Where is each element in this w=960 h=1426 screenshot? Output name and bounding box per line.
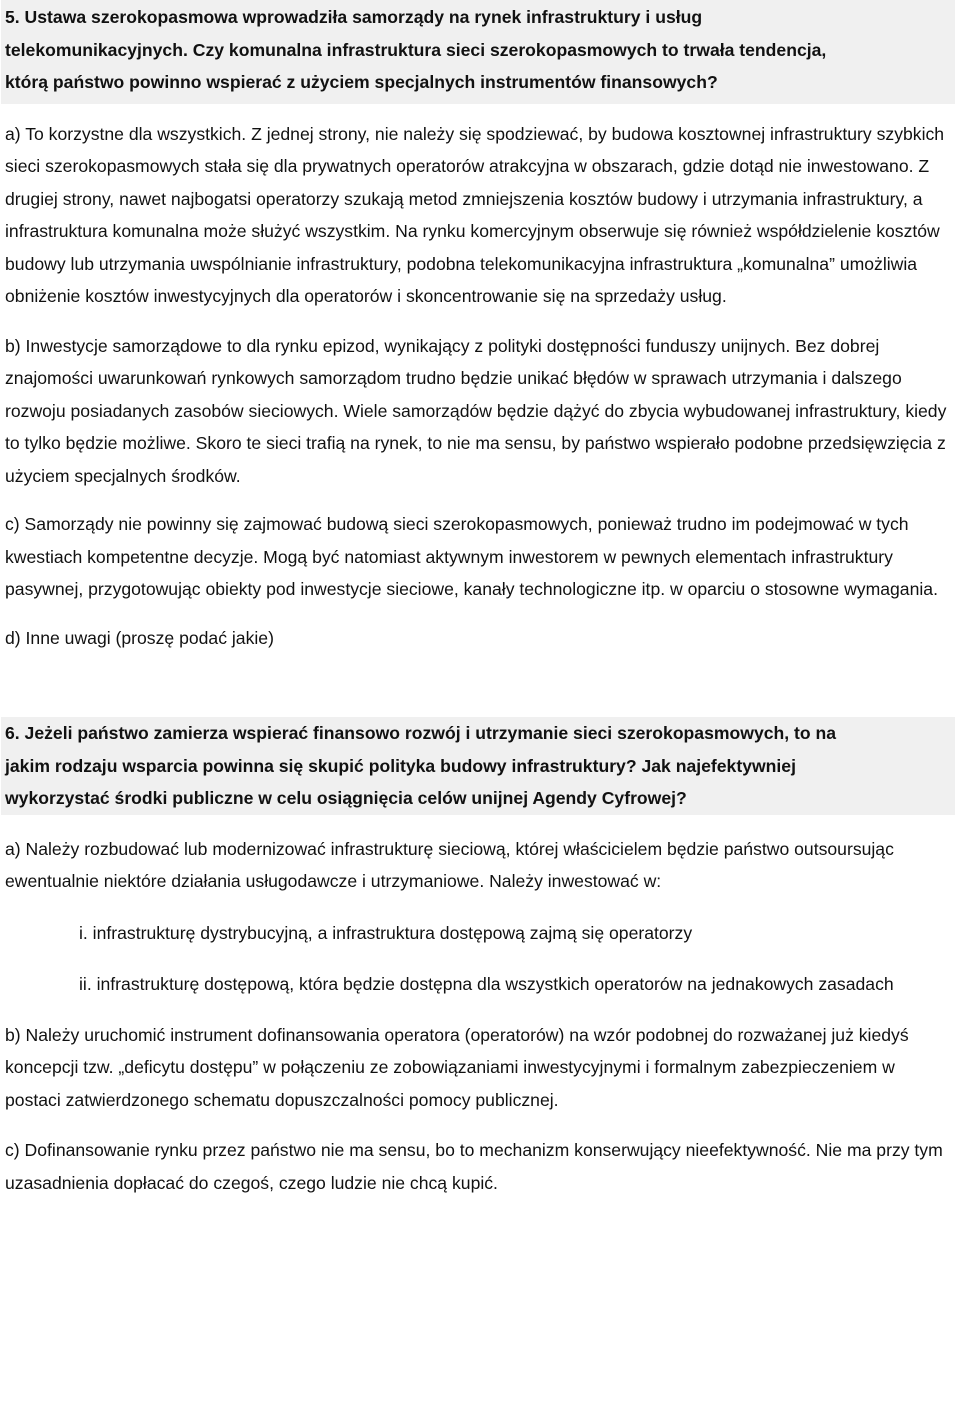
- question-6-answer-a-option-ii: ii. infrastrukturę dostępową, która będzie dostępna dla wszystkich operatorów na jednakowych zasadach: [79, 974, 894, 994]
- question-5-line-2: telekomunikacyjnych. Czy komunalna infrastruktura sieci szerokopasmowych to trwała tendencja,: [5, 39, 827, 60]
- question-6-line-3: wykorzystać środki publiczne w celu osiągnięcia celów unijnej Agendy Cyfrowej?: [5, 788, 687, 808]
- question-5-answer-d: d) Inne uwagi (proszę podać jakie): [5, 627, 274, 648]
- question-5-answer-a: a) To korzystne dla wszystkich. Z jednej strony, nie należy się spodziewać, by budowa kosztownej infrastruktury szybkich sieci szerokopasmowych stała się dla prywatnych operatorów atrakcyjna w obszarach, gdzie dotąd nie inwestowano. Z drugiej strony, nawet najbogatsi operatorzy szukają metod zmniejszenia kosztów budowy i utrzymania infrastruktury, a infrastruktura komunalna może służyć wszystkim. Na rynku komercyjnym obserwuje się również współdzielenie kosztów budowy lub utrzymania uwspólnianie infrastruktury, podobna telekomunikacyjna infrastruktura „komunalna” umożliwia obniżenie kosztów inwestycyjnych dla operatorów i skoncentrowanie się na sprzedaży usług.: [5, 123, 945, 306]
- question-6-answer-a: a) Należy rozbudować lub modernizować infrastrukturę sieciową, której właścicielem będzie państwo outsoursując ewentualnie niektóre działania usługodawcze i utrzymaniowe. Należy inwestować w:: [5, 838, 894, 891]
- question-6-answer-a-option-i: i. infrastrukturę dystrybucyjną, a infrastruktura dostępową zajmą się operatorzy: [79, 922, 693, 943]
- question-6-line-1: 6. Jeżeli państwo zamierza wspierać finansowo rozwój i utrzymanie sieci szerokopasmowych, to na: [5, 723, 837, 743]
- question-6-answer-c: c) Dofinansowanie rynku przez państwo nie ma sensu, bo to mechanizm konserwujący nieefektywność. Nie ma przy tym uzasadnienia dopłacać do czegoś, czego ludzie nie chcą kupić.: [5, 1140, 943, 1193]
- question-5-heading: [1, 0, 955, 104]
- question-5-answer-b: b) Inwestycje samorządowe to dla rynku epizod, wynikający z polityki dostępności funduszy unijnych. Bez dobrej znajomości uwarunkowań rynkowych samorządom trudno będzie unikać błędów w sprawach utrzymania i dalszego rozwoju posiadanych zasobów sieciowych. Wiele samorządów będzie dążyć do zbycia wybudowanej infrastruktury, kiedy to tylko będzie możliwe. Skoro te sieci trafią na rynek, to nie ma sensu, by państwo wspierało podobne przedsięwzięcia z użyciem specjalnych środków.: [5, 335, 947, 486]
- question-5-answer-c: c) Samorządy nie powinny się zajmować budową sieci szerokopasmowych, ponieważ trudno im podejmować w tych kwestiach kompetentne decyzje. Mogą być natomiast aktywnym inwestorem w pewnych elementach infrastruktury pasywnej, przygotowując obiekty pod inwestycje sieciowe, kanały technologiczne itp. w oparciu o stosowne wymagania.: [5, 514, 938, 599]
- question-6-heading: [1, 717, 955, 815]
- question-6-section: [0, 717, 960, 815]
- question-5-line-1: 5. Ustawa szerokopasmowa wprowadziła samorządy na rynek infrastruktury i usług: [5, 7, 703, 27]
- question-6-line-2: jakim rodzaju wsparcia powinna się skupić polityka budowy infrastruktury? Jak najefektywniej: [5, 755, 796, 776]
- question-6-answer-b: b) Należy uruchomić instrument dofinansowania operatora (operatorów) na wzór podobnej do rozważanej już kiedyś koncepcji tzw. „deficytu dostępu” w połączeniu ze zobowiązaniami inwestycyjnymi i formalnym zabezpieczeniem w postaci zatwierdzonego schematu dopuszczalności pomocy publicznej.: [5, 1024, 909, 1110]
- question-5-line-3: którą państwo powinno wspierać z użyciem specjalnych instrumentów finansowych?: [5, 72, 718, 92]
